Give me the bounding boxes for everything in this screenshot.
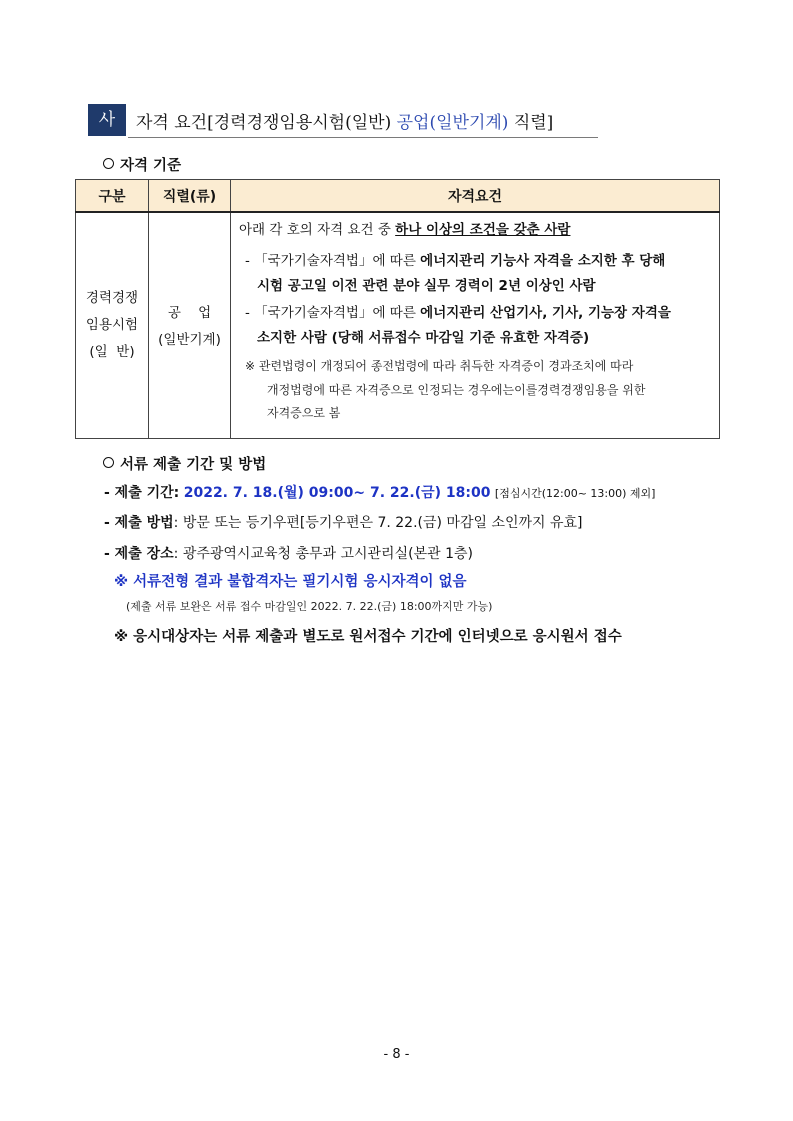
section-title-suffix: 직렬] [508,113,554,133]
category-line: 임용시험 [85,316,139,333]
method-value: : 방문 또는 등기우편[등기우편은 7. 22.(금) 마감일 소인까지 유효] [173,515,583,531]
lead-text: 아래 각 호의 자격 요건 중 [239,222,396,238]
section-title-underline [128,137,598,138]
submission-period [104,482,655,502]
criteria-heading-text: 자격 기준 [120,158,182,174]
category-line: (일 반) [89,343,135,360]
item1-emphasis-2: 시험 공고일 이전 관련 분야 실무 경력이 2년 이상인 사람 [257,277,596,294]
item2-emphasis-1: 에너지관리 산업기사, 기사, 기능장 자격을 [420,305,671,321]
note-line: 자격증으로 봄 [267,406,341,420]
series-cell [149,212,231,438]
requirements-cell [231,212,720,438]
item1-prefix: - 「국가기술자격법」에 따른 [245,253,421,269]
header-requirements: 자격요건 [231,180,720,213]
period-value: 2022. 7. 18.(월) 09:00~ 7. 22.(금) 18:00 [183,485,491,501]
requirements-lead [239,219,719,241]
submission-place [104,543,473,563]
submission-method [104,512,583,532]
note-line: 개정법령에 따른 자격증으로 인정되는 경우에는이를경력경쟁임용을 위한 [267,382,646,397]
requirement-item-2 [239,301,719,350]
circle-bullet-icon [103,457,114,468]
section-badge: 사 [88,104,126,136]
series-line: (일반기계) [158,332,221,349]
item2-emphasis-2: 소지한 사람 (당해 서류접수 마감일 기준 유효한 자격증) [257,329,590,346]
online-application-note: ※ 응시대상자는 서류 제출과 별도로 원서접수 기간에 인터넷으로 응시원서 접수 [114,629,622,645]
period-label: - 제출 기간: [104,485,180,501]
section-title-prefix: 자격 요건[경력경쟁임용시험(일반) [136,113,397,133]
circle-bullet-icon [103,158,114,169]
submission-heading-text: 서류 제출 기간 및 방법 [120,457,267,473]
section-title-accent: 공업(일반기계) [396,113,509,133]
submission-heading [103,453,266,474]
place-label: - 제출 장소 [104,546,174,562]
disqualification-warning: ※ 서류전형 결과 불합격자는 필기시험 응시자격이 없음 [114,574,467,590]
method-label: - 제출 방법 [104,515,174,531]
category-cell [76,212,149,438]
table-row [76,212,720,438]
category-line: 경력경쟁 [85,289,139,306]
header-category: 구분 [76,180,149,213]
requirements-table [75,179,720,439]
note-line: ※ 관련법령이 개정되어 종전법령에 따라 취득한 자격증이 경과조치에 따라 [245,359,634,373]
series-line: 공 업 [167,305,212,322]
item1-emphasis-1: 에너지관리 기능사 자격을 소지한 후 당해 [420,253,666,269]
section-title [136,108,553,133]
place-value: : 광주광역시교육청 총무과 고시관리실(본관 1층) [173,546,473,562]
period-note: [점심시간(12:00~ 13:00) 제외] [494,487,656,500]
supplement-note: (제출 서류 보완은 서류 접수 마감일인 2022. 7. 22.(금) 18:00까지만 가능) [126,600,493,613]
header-series: 직렬(류) [149,180,231,213]
lead-emphasis: 하나 이상의 조건을 갖춘 사람 [395,222,571,238]
requirement-item-1 [239,249,719,298]
table-header-row [76,180,720,213]
requirements-note [239,355,719,426]
item2-prefix: - 「국가기술자격법」에 따른 [245,305,421,321]
criteria-heading [103,154,181,175]
page-number: - 8 - [383,1047,410,1062]
